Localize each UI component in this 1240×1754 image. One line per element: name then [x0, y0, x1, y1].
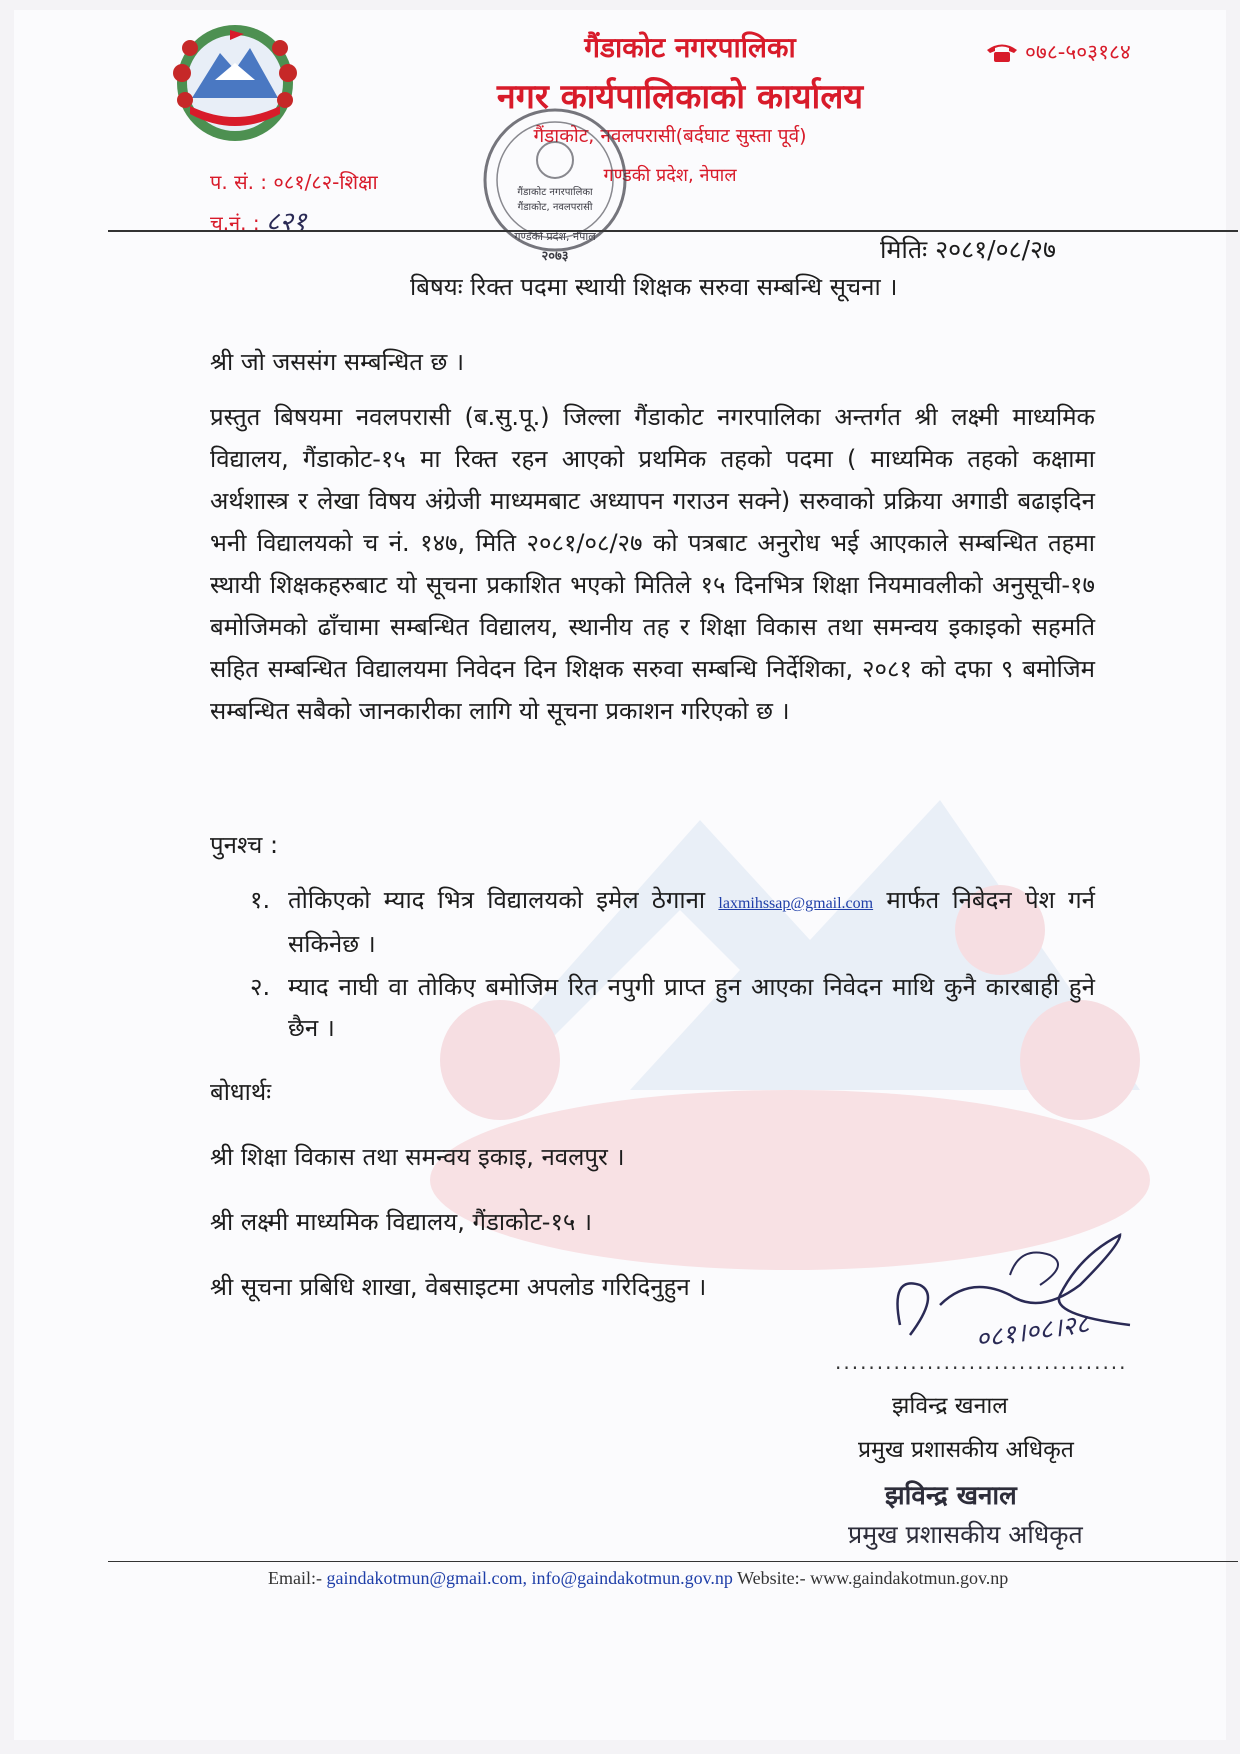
name-stamp: झविन्द्र खनाल — [885, 1481, 1017, 1511]
phone-number: ०७८-५०३१८४ — [1025, 40, 1131, 64]
postscript-label: पुनश्च : — [210, 831, 279, 859]
seal-year: २०७३ — [541, 249, 569, 264]
body-paragraph: प्रस्तुत बिषयमा नवलपरासी (ब.सु.पू.) जिल्ला गैंडाकोट नगरपालिका अन्तर्गत श्री लक्ष्मी माध्यमिक विद्यालय, गैंडाकोट-१५ मा रिक्त रहन आएको प्रथमिक तहको पदमा ( माध्यमिक तहको कक्षामा अर्थशास्त्र र लेखा विषय अंग्रेजी माध्यमबाट अध्यापन गराउन सक्ने) सरुवाको प्रक्रिया अगाडी बढाइदिन भनी विद्यालयको च नं. १४७, मिति २०८१/०८/२७ को पत्रबाट अनुरोध भई आएकाले सम्बन्धित तहमा स्थायी शिक्षकहरुबाट यो सूचना प्रकाशित भएको मितिले १५ दिनभित्र शिक्षा नियमावलीको अनुसूची-१७ बमोजिमको ढाँचामा सम्बन्धित विद्यालय, स्थानीय तह र शिक्षा विकास तथा समन्वय इकाइको सहमति सहित सम्बन्धित विद्यालयमा निवेदन दिन शिक्षक सरुवा सम्बन्धि निर्देशिका, २०८१ को दफा ९ बमोजिम सम्बन्धित सबैको जानकारीका लागि यो सूचना प्रकाशन गरिएको छ । — [210, 403, 1095, 725]
postscript-text: म्याद नाघी वा तोकिए बमोजिम रित नपुगी प्राप्त हुन आएका निवेदन माथि कुनै कारबाही हुने छैन । — [288, 973, 1095, 1042]
school-email-link[interactable]: laxmihssap@gmail.com — [718, 895, 874, 912]
title-stamp: प्रमुख प्रशासकीय अधिकृत — [848, 1520, 1083, 1549]
footer-email-link[interactable]: gaindakotmun@gmail.com, — [326, 1568, 528, 1588]
footer-contact — [268, 1568, 1168, 1589]
signatory-title: प्रमुख प्रशासकीय अधिकृत — [858, 1437, 1074, 1463]
phone-contact — [985, 38, 1131, 66]
footer-email-label: Email:- — [268, 1568, 322, 1588]
office-seal-stamp — [455, 100, 655, 270]
office-address: गैंडाकोट, नवलपरासी(बर्दघाट सुस्ता पूर्व) — [533, 125, 807, 147]
postscript-list — [250, 880, 1095, 1051]
chalani-value: ८२१ — [265, 207, 307, 237]
signature-dots: ................................... — [835, 1350, 1128, 1374]
postscript-item-2 — [250, 967, 1095, 1049]
letter-subject: बिषयः रिक्त पदमा स्थायी शिक्षक सरुवा सम्बन्धि सूचना । — [410, 273, 898, 301]
postscript-item-1 — [250, 880, 1095, 965]
footer-website-label: Website:- — [737, 1568, 806, 1588]
letter-date: मितिः २०८१/०८/२७ — [880, 235, 1056, 264]
signature-date: ०८१।०८।२८ — [973, 1309, 1092, 1355]
postscript-num: २. — [250, 973, 271, 1001]
cc-item: श्री शिक्षा विकास तथा समन्वय इकाइ, नवलपुर । — [210, 1143, 625, 1171]
seal-line3: गण्डकी प्रदेश, नेपाल — [514, 230, 596, 243]
seal-line2: गैंडाकोट, नवलपरासी — [517, 202, 593, 213]
footer-email-link[interactable]: info@gaindakotmun.gov.np — [531, 1568, 733, 1588]
municipality-name: गैंडाकोट नगरपालिका — [584, 31, 796, 64]
header-divider — [108, 230, 1238, 232]
patra-sankhya-value: ०८१/८२-शिक्षा — [273, 170, 378, 194]
postscript-text: मार्फत निबेदन पेश गर्न सकिनेछ । — [288, 886, 1095, 958]
footer-divider — [108, 1561, 1238, 1562]
patra-sankhya — [210, 168, 378, 195]
cc-label: बोधार्थः — [210, 1078, 272, 1106]
footer-website-link[interactable]: www.gaindakotmun.gov.np — [810, 1568, 1009, 1588]
telephone-icon — [985, 41, 1019, 63]
patra-sankhya-label: प. सं. : — [210, 170, 268, 194]
office-name: नगर कार्यपालिकाको कार्यालय — [496, 77, 864, 117]
postscript-text: तोकिएको म्याद भित्र विद्यालयको इमेल ठेगाना — [288, 886, 706, 914]
postscript-num: १. — [250, 886, 271, 914]
seal-line1: गैंडाकोट नगरपालिका — [517, 187, 593, 198]
signatory-name: झविन्द्र खनाल — [892, 1393, 1008, 1419]
nepal-emblem-logo — [160, 18, 310, 148]
salutation: श्री जो जससंग सम्बन्धित छ । — [210, 348, 465, 376]
office-province: गण्डकी प्रदेश, नेपाल — [603, 165, 737, 186]
cc-item: श्री सूचना प्रबिधि शाखा, वेबसाइटमा अपलोड गरिदिनुहुन । — [210, 1273, 707, 1301]
chalani-number — [210, 202, 307, 238]
chalani-label: च.नं. : — [210, 211, 260, 235]
cc-item: श्री लक्ष्मी माध्यमिक विद्यालय, गैंडाकोट-१५ । — [210, 1208, 593, 1236]
